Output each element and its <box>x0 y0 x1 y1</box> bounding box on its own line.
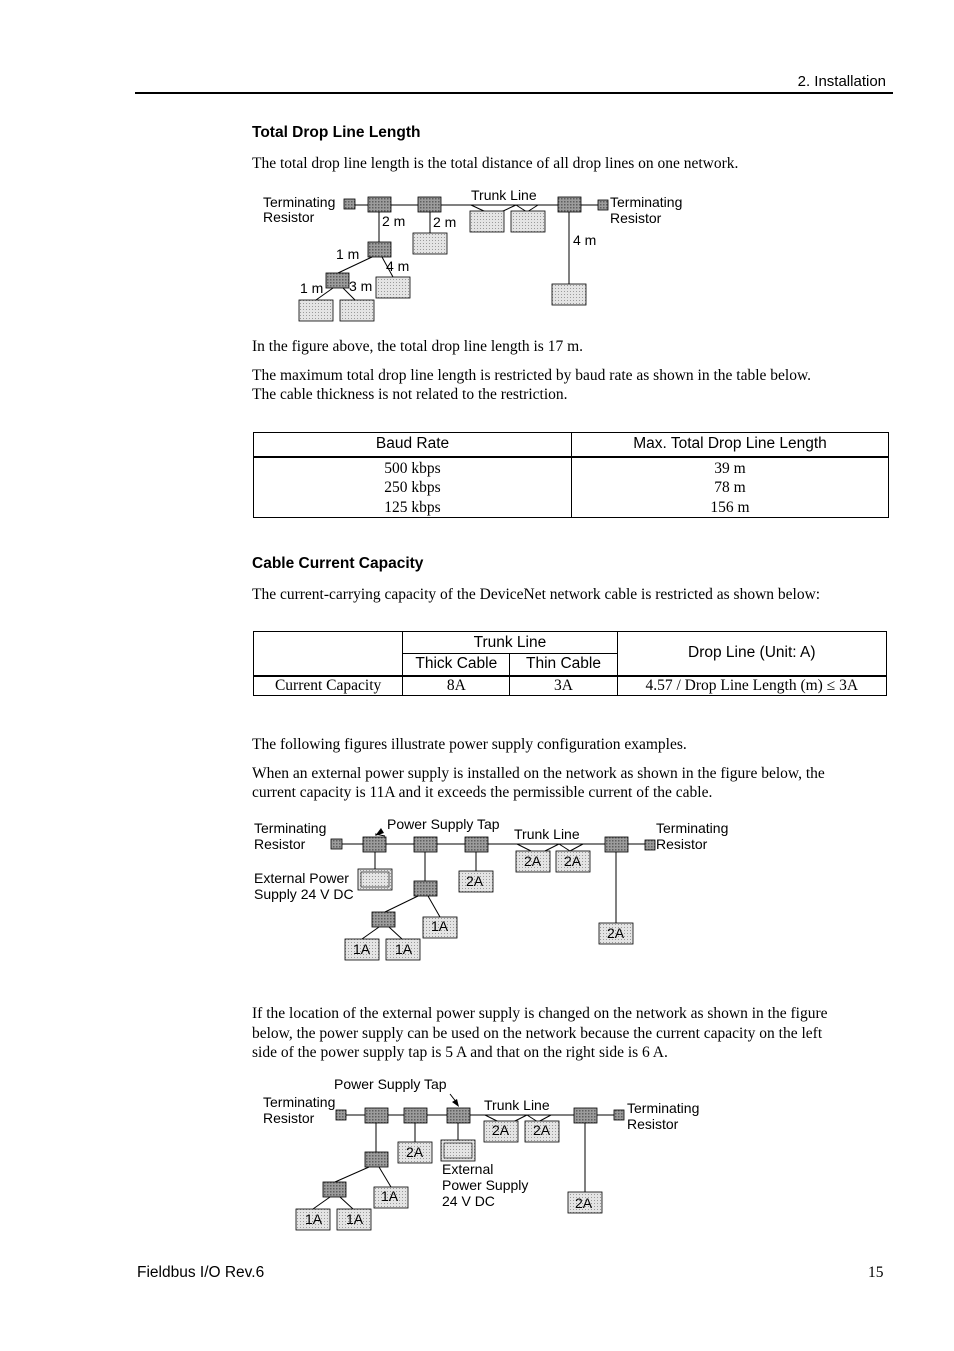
label-term-left-1: Terminating <box>263 1094 336 1110</box>
table-cell: 4.57 / Drop Line Length (m) ≤ 3A <box>617 676 886 696</box>
label-trunk-line: Trunk Line <box>471 187 537 203</box>
label-ext-power-1: External <box>442 1161 494 1177</box>
page-number: 15 <box>868 1264 884 1281</box>
label-term-right-2: Resistor <box>627 1116 679 1132</box>
label-ext-power-3: 24 V DC <box>442 1193 495 1209</box>
table-header: Thin Cable <box>510 654 617 676</box>
label-length: 3 m <box>349 278 373 294</box>
label-term-right-1: Terminating <box>627 1100 700 1116</box>
label-term-right-2: Resistor <box>610 210 662 226</box>
paragraph-change-3: side of the power supply tap is 5 A and that on the right side is 6 A. <box>252 1044 668 1061</box>
paragraph-change-2: below, the power supply can be used on the network because the current capacity on the left <box>252 1025 823 1042</box>
label-length: 1 m <box>300 280 324 296</box>
section-title-current-capacity: Cable Current Capacity <box>252 555 424 572</box>
table-header: Trunk Line <box>403 632 617 654</box>
label-power-supply-tap: Power Supply Tap <box>387 816 500 832</box>
table-cell: 8A <box>403 676 510 696</box>
label-ext-power-1: External Power <box>254 870 349 886</box>
paragraph-restriction-2: The cable thickness is not related to the restriction. <box>252 386 568 403</box>
load-label: 2A <box>466 873 484 889</box>
load-label: 2A <box>492 1122 510 1138</box>
table-header: Drop Line (Unit: A) <box>617 632 886 676</box>
label-length: 4 m <box>386 258 410 274</box>
paragraph-ext-2: current capacity is 11A and it exceeds the permissible current of the cable. <box>252 784 713 801</box>
baud-rate-value: 250 kbps <box>384 479 441 496</box>
paragraph-current-intro: The current-carrying capacity of the DeviceNet network cable is restricted as shown below: <box>252 586 821 603</box>
load-label: 1A <box>353 941 371 957</box>
paragraph-change-1: If the location of the external power supply is changed on the network as shown in the figure <box>252 1005 828 1022</box>
max-length-value: 156 m <box>710 498 750 516</box>
footer-doc-title: Fieldbus I/O Rev.6 <box>137 1264 265 1281</box>
paragraph-power-intro: The following figures illustrate power supply configuration examples. <box>252 736 687 753</box>
label-term-left-2: Resistor <box>254 836 306 852</box>
load-label: 1A <box>346 1211 364 1227</box>
running-header: 2. Installation <box>797 73 886 90</box>
table-cell: Current Capacity <box>254 676 403 696</box>
label-length: 1 m <box>336 246 360 262</box>
load-label: 2A <box>564 853 582 869</box>
table-header: Thick Cable <box>403 654 510 676</box>
table-cell: 3A <box>510 676 617 696</box>
label-ext-power-2: Power Supply <box>442 1177 529 1193</box>
load-label: 2A <box>533 1122 551 1138</box>
label-power-supply-tap: Power Supply Tap <box>334 1076 447 1092</box>
max-length-value: 39 m <box>714 459 746 477</box>
load-label: 2A <box>406 1144 424 1160</box>
load-label: 2A <box>607 925 625 941</box>
paragraph-total-17m: In the figure above, the total drop line length is 17 m. <box>252 338 584 355</box>
load-label: 2A <box>524 853 542 869</box>
label-length: 4 m <box>573 232 597 248</box>
label-trunk-line: Trunk Line <box>484 1097 550 1113</box>
load-label: 1A <box>381 1188 399 1204</box>
baud-rate-value: 125 kbps <box>384 498 441 516</box>
max-length-value: 78 m <box>714 479 746 496</box>
table-header: Baud Rate <box>254 433 572 457</box>
label-term-left-2: Resistor <box>263 1110 315 1126</box>
label-trunk-line: Trunk Line <box>514 826 580 842</box>
load-label: 1A <box>431 918 449 934</box>
paragraph-drop-intro: The total drop line length is the total distance of all drop lines on one network. <box>252 155 739 172</box>
paragraph-ext-1: When an external power supply is installed on the network as shown in the figure below, the <box>252 765 825 782</box>
label-length: 2 m <box>433 214 457 230</box>
label-term-right-2: Resistor <box>656 836 708 852</box>
label-term-left-2: Resistor <box>263 209 315 225</box>
load-label: 2A <box>575 1195 593 1211</box>
paragraph-restriction-1: The maximum total drop line length is restricted by baud rate as shown in the table below. <box>252 367 812 384</box>
label-term-right-1: Terminating <box>656 820 729 836</box>
label-length: 2 m <box>382 213 406 229</box>
label-term-right-1: Terminating <box>610 194 683 210</box>
label-term-left-1: Terminating <box>263 194 336 210</box>
label-term-left-1: Terminating <box>254 820 327 836</box>
load-label: 1A <box>395 941 413 957</box>
section-title-total-drop: Total Drop Line Length <box>252 124 421 141</box>
table-header: Max. Total Drop Line Length <box>572 433 889 457</box>
baud-rate-value: 500 kbps <box>384 459 441 477</box>
load-label: 1A <box>305 1211 323 1227</box>
label-ext-power-2: Supply 24 V DC <box>254 886 354 902</box>
